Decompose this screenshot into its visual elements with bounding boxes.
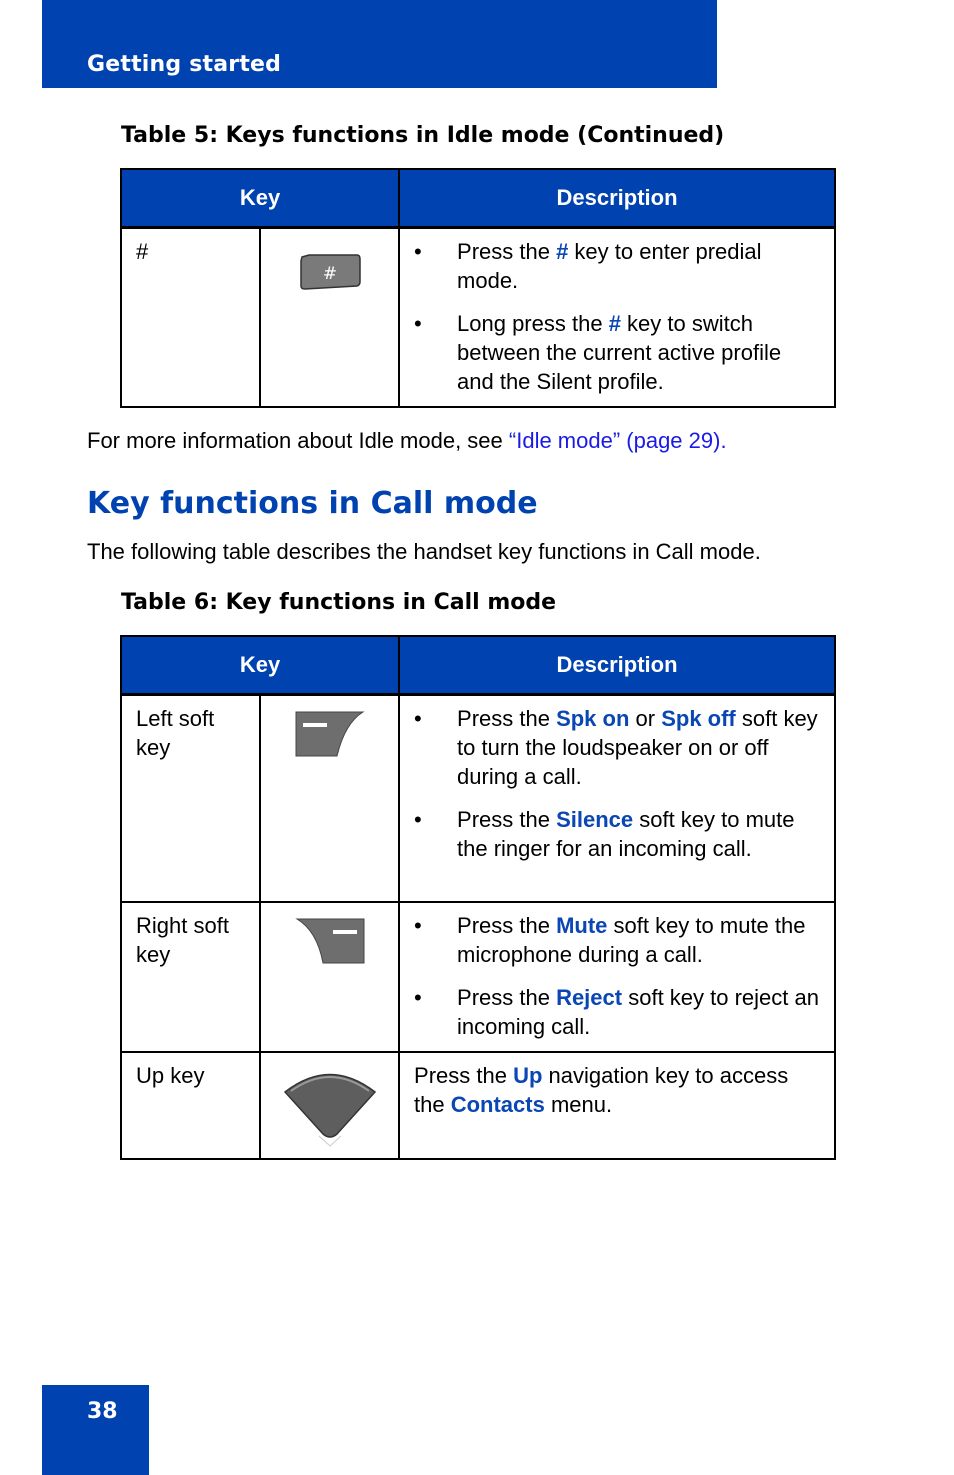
section-title: Key functions in Call mode	[87, 486, 538, 521]
list-item	[414, 983, 820, 1041]
description-cell	[399, 1052, 835, 1159]
bullet: •	[414, 912, 422, 938]
key-highlight: Up	[513, 1062, 543, 1088]
list-item	[414, 237, 820, 295]
table-row	[121, 1052, 835, 1159]
table6-caption: Table 6: Key functions in Call mode	[121, 590, 557, 615]
description-cell	[399, 228, 835, 408]
section-intro: The following table describes the handset key functions in Call mode.	[87, 539, 761, 564]
table5-header-description: Description	[399, 169, 835, 228]
text: soft key to mute the microphone during a call.	[457, 912, 806, 967]
bullet: •	[414, 311, 422, 336]
softkey-highlight: Spk on	[556, 706, 630, 731]
key-highlight: #	[556, 239, 569, 264]
table-row	[121, 695, 835, 902]
text: key to enter predial mode.	[457, 239, 762, 293]
text: or	[629, 706, 662, 731]
softkey-highlight: Mute	[556, 912, 608, 938]
text: Long press the	[457, 311, 609, 336]
table-row	[121, 902, 835, 1052]
more-info-paragraph	[87, 428, 727, 454]
text: Press the	[457, 239, 557, 264]
up-nav-key-icon	[260, 1052, 399, 1159]
table5-caption: Table 5: Keys functions in Idle mode (Continued)	[121, 123, 725, 148]
left-soft-key-icon	[260, 695, 399, 902]
key-name: #	[121, 228, 260, 408]
list-item	[414, 309, 820, 396]
text: Press the	[457, 706, 557, 731]
list-item	[414, 805, 820, 863]
footer-band	[42, 1385, 149, 1475]
text: Press the	[414, 1062, 514, 1088]
text: menu.	[544, 1091, 613, 1117]
hash-key-icon	[260, 228, 399, 408]
right-soft-key-icon	[260, 902, 399, 1052]
description-cell	[399, 902, 835, 1052]
softkey-highlight: Spk off	[661, 706, 736, 731]
text: navigation key to access the	[414, 1062, 789, 1117]
menu-highlight: Contacts	[450, 1091, 545, 1117]
table5	[120, 168, 836, 408]
text: soft key to mute the ringer for an incoming call.	[457, 807, 795, 861]
key-name: Right soft key	[121, 902, 260, 1052]
page-number: 38	[87, 1399, 118, 1424]
table-row	[121, 228, 835, 408]
bullet: •	[414, 984, 422, 1010]
table5-header-key: Key	[121, 169, 399, 228]
key-highlight: #	[608, 311, 621, 336]
text: key to switch between the current active profile and the Silent profile.	[457, 311, 782, 394]
text: Press the	[457, 984, 557, 1010]
table6	[120, 635, 836, 1160]
key-name: Left soft key	[121, 695, 260, 902]
bullet: •	[414, 239, 422, 264]
text: Press the	[457, 912, 557, 938]
list-item	[414, 911, 820, 969]
header-band	[42, 0, 717, 88]
text: Press the	[457, 807, 557, 832]
hash-key-label: #	[322, 264, 338, 284]
table6-header-key: Key	[121, 636, 399, 695]
key-name: Up key	[121, 1052, 260, 1159]
softkey-highlight: Reject	[556, 984, 623, 1010]
description-cell	[399, 695, 835, 902]
bullet: •	[414, 706, 422, 731]
softkey-highlight: Silence	[556, 807, 634, 832]
table6-header-description: Description	[399, 636, 835, 695]
bullet: •	[414, 807, 422, 832]
text: soft key to turn the loudspeaker on or off during a call.	[457, 706, 818, 789]
header-section-title: Getting started	[87, 52, 282, 77]
idle-mode-link[interactable]: “Idle mode” (page 29).	[508, 428, 727, 453]
text: soft key to reject an incoming call.	[457, 984, 819, 1039]
text: For more information about Idle mode, see	[87, 428, 509, 453]
list-item	[414, 704, 820, 791]
